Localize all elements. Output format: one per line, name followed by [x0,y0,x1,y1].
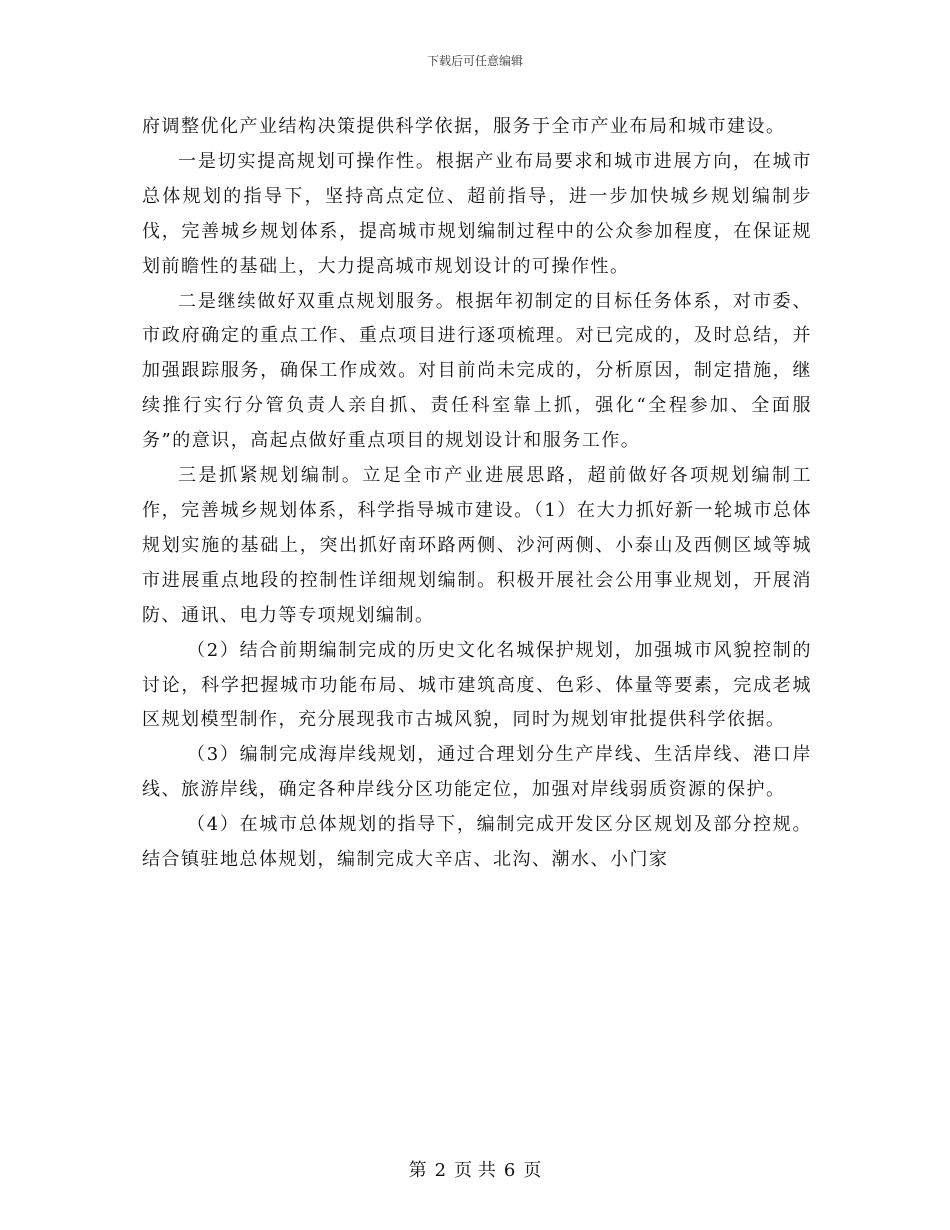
footer-page-number: 2 [434,1160,447,1181]
paragraph: 一是切实提高规划可操作性。根据产业布局要求和城市进展方向，在城市总体规划的指导下，坚持高点定位、超前指导，进一步加快城乡规划编制步伐，完善城乡规划体系，提高城市规划编制过程中的公众参加程度，在保证规划前瞻性的基础上，大力提高城市规划设计的可操作性。 [142,150,812,277]
footer-middle: 页 共 [454,1160,496,1181]
paragraph: （2）结合前期编制完成的历史文化名城保护规划，加强城市风貌控制的讨论，科学把握城市功能布局、城市建筑高度、色彩、体量等要素，完成老城区规划模型制作，充分展现我市古城风貌，同时为规划审批提供科学依据。 [142,639,812,731]
paragraph: 府调整优化产业结构决策提供科学依据，服务于全市产业布局和城市建设。 [142,116,786,137]
footer-total-pages: 6 [503,1160,516,1181]
paragraph: （4）在城市总体规划的指导下，编制完成开发区分区规划及部分控规。结合镇驻地总体规划，编制完成大辛店、北沟、潮水、小门家 [142,814,812,871]
document-body [142,110,812,878]
page-header: 下载后可任意编辑 [426,54,523,68]
footer-prefix: 第 [408,1160,427,1181]
page-footer [0,1156,950,1182]
footer-suffix: 页 [523,1160,542,1181]
paragraph: 三是抓紧规划编制。立足全市产业进展思路，超前做好各项规划编制工作，完善城乡规划体系，科学指导城市建设。（1）在大力抓好新一轮城市总体规划实施的基础上，突出抓好南环路两侧、沙河两侧、小泰山及西侧区域等城市进展重点地段的控制性详细规划编制。积极开展社会公用事业规划，开展消防、通讯、电力等专项规划编制。 [142,465,812,626]
paragraph: 二是继续做好双重点规划服务。根据年初制定的目标任务体系，对市委、市政府确定的重点工作、重点项目进行逐项梳理。对已完成的，及时总结，并加强跟踪服务，确保工作成效。对目前尚未完成的，分析原因，制定措施，继续推行实行分管负责人亲自抓、责任科室靠上抓，强化“全程参加、全面服务”的意识，高起点做好重点项目的规划设计和服务工作。 [142,290,812,452]
paragraph: （3）编制完成海岸线规划，通过合理划分生产岸线、生活岸线、港口岸线、旅游岸线，确定各种岸线分区功能定位，加强对岸线弱质资源的保护。 [142,744,812,801]
